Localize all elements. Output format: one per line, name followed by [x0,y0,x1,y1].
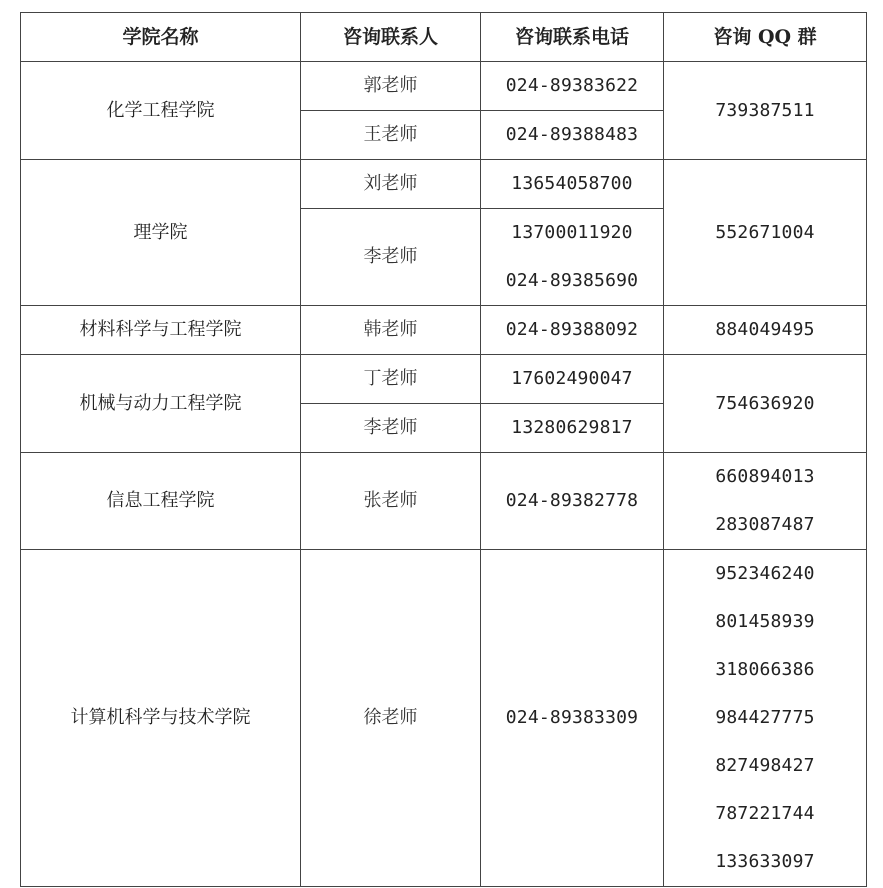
contact-phone: 13280629817 [481,404,664,453]
table-row [21,453,867,550]
qq-group: 660894013 [715,466,815,487]
contact-phone: 024-89388092 [481,306,664,355]
college-contact-table [20,12,867,887]
contact-person: 徐老师 [301,550,481,887]
contact-phone: 024-89385690 [505,270,639,291]
header-row [21,13,867,62]
header-qq: 咨询 QQ 群 [664,13,867,62]
header-contact: 咨询联系人 [301,13,481,62]
contact-person: 丁老师 [301,355,481,404]
contact-phone: 024-89382778 [481,453,664,550]
contact-phone-stack [481,209,664,306]
contact-phone: 024-89383309 [481,550,664,887]
qq-group: 739387511 [664,62,867,160]
qq-group: 133633097 [715,851,815,872]
qq-group: 984427775 [715,707,815,728]
contact-person: 刘老师 [301,160,481,209]
contact-phone: 13700011920 [511,222,633,243]
contact-person: 郭老师 [301,62,481,111]
contact-phone: 13654058700 [481,160,664,209]
qq-group: 952346240 [715,563,815,584]
contact-person: 王老师 [301,111,481,160]
contact-person: 韩老师 [301,306,481,355]
contact-person: 李老师 [301,404,481,453]
qq-group: 754636920 [664,355,867,453]
table-row [21,160,867,209]
qq-group: 787221744 [715,803,815,824]
college-name: 机械与动力工程学院 [21,355,301,453]
contact-phone: 17602490047 [481,355,664,404]
qq-group: 318066386 [715,659,815,680]
qq-group-stack [664,550,867,887]
contact-person: 张老师 [301,453,481,550]
contact-phone: 024-89383622 [481,62,664,111]
table-row [21,355,867,404]
college-name: 材料科学与工程学院 [21,306,301,355]
contact-person: 李老师 [301,209,481,306]
qq-group: 801458939 [715,611,815,632]
contact-phone: 024-89388483 [481,111,664,160]
qq-group-stack [664,453,867,550]
header-phone: 咨询联系电话 [481,13,664,62]
college-name: 计算机科学与技术学院 [21,550,301,887]
header-college: 学院名称 [21,13,301,62]
qq-group: 827498427 [715,755,815,776]
college-name: 信息工程学院 [21,453,301,550]
qq-group: 283087487 [715,514,815,535]
college-name: 理学院 [21,160,301,306]
college-name: 化学工程学院 [21,62,301,160]
qq-group: 884049495 [664,306,867,355]
table-row [21,550,867,887]
table-row [21,62,867,111]
qq-group: 552671004 [664,160,867,306]
table-row [21,306,867,355]
